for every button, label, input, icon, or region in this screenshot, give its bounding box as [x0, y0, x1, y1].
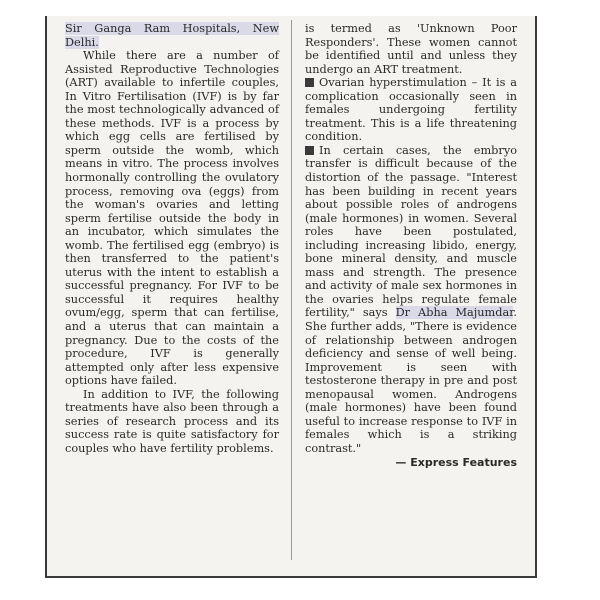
paragraph-poor-responders: is termed as 'Unknown Poor Responders'. These women cannot be identified until and unless they undergo an ART treatment. [305, 22, 517, 76]
embryo-text-continued: . She further adds, "There is evidence of relationship between androgen deficiency and sense of well being. Improvement is seen with testosterone therapy in pre and post menopausal women. Androgens (male hormones) have been found useful to increase response to IVF in females which is a striking contrast." [305, 306, 517, 455]
right-column [305, 22, 517, 469]
left-column [65, 22, 279, 456]
square-bullet-icon [305, 146, 314, 155]
affiliation-text: Sir Ganga Ram Hospitals, New Delhi. [65, 22, 279, 49]
paragraph-embryo-transfer [305, 144, 517, 456]
embryo-text: In certain cases, the embryo transfer is difficult because of the distortion of the passage. "Interest has been building in recent years about possible roles of androgens (male hormones) in women. Several roles have been postulated, including increasing libido, energy, bone mineral density, and muscle mass and strength. The presence and activity of male sex hormones in the ovaries helps regulate female fertility," says [305, 143, 517, 320]
paragraph-other-treatments: In addition to IVF, the following treatments have also been through a series of research process and its success rate is quite satisfactory for couples who have fertility problems. [65, 387, 279, 455]
column-divider [291, 20, 292, 560]
square-bullet-icon [305, 78, 314, 87]
author-affiliation [65, 22, 279, 49]
quoted-doctor-name: Dr Abha Majumdar [395, 306, 514, 320]
paragraph-ivf-intro: While there are a number of Assisted Reproductive Technologies (ART) available to infertile couples, In Vitro Fertilisation (IVF) is by far the most technologically advanced of these methods. IVF is a process by which egg cells are fertilised by sperm outside the womb, which means in vitro. The process involves hormonally controlling the ovulatory process, removing ova (eggs) from the woman's ovaries and letting sperm fertilise outside the body in an incubator, which simulates the womb. The fertilised egg (embryo) is then transferred to the patient's uterus with the intent to establish a successful pregnancy. For IVF to be successful it requires healthy ovum/egg, sperm that can fertilise, and a uterus that can maintain a pregnancy. Due to the costs of the procedure, IVF is generally attempted only after less expensive options have failed. [65, 49, 279, 388]
paragraph-ovarian-hyperstimulation [305, 76, 517, 144]
ovarian-text: Ovarian hyperstimulation – It is a complication occasionally seen in females undergoing fertility treatment. This is a life threatening condition. [305, 76, 517, 144]
byline-credit: — Express Features [395, 455, 517, 469]
newspaper-clipping [45, 16, 537, 578]
